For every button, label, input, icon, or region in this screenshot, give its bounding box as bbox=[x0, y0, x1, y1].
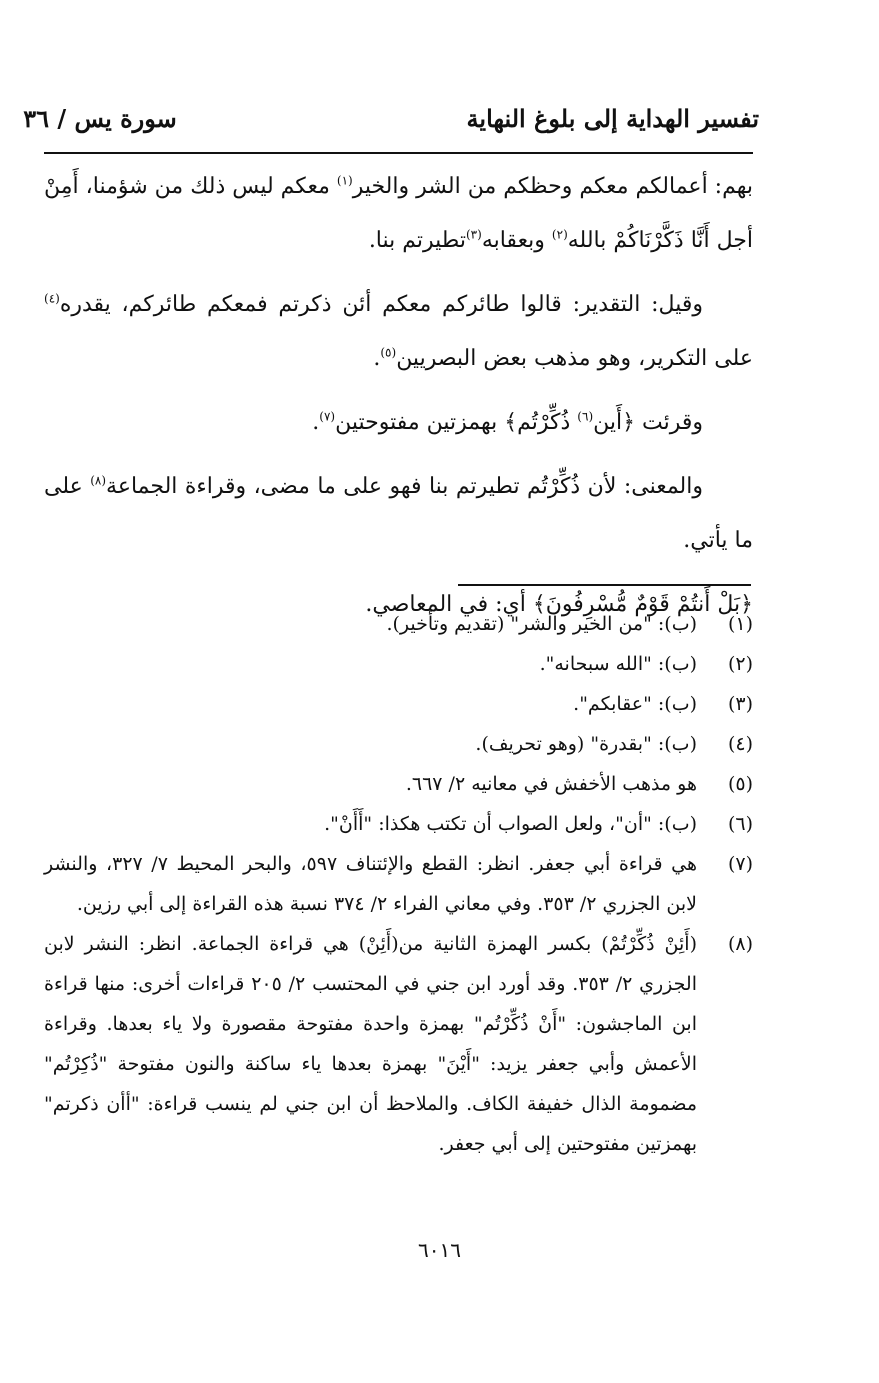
paragraph-text: وبعقابه bbox=[481, 228, 552, 253]
quran-verse-line: ﴿بَلْ أَنتُمْ قَوْمٌ مُّسْرِفُونَ﴾ أي: في المعاصي. bbox=[365, 592, 753, 617]
paragraph-text: تطيرتم بنا. bbox=[368, 228, 466, 253]
paragraph-text: على التكرير، وهو مذهب بعض البصريين bbox=[396, 346, 753, 371]
footnote-number: (٧) bbox=[727, 853, 753, 875]
paragraph-1 bbox=[44, 160, 753, 268]
paragraph-text: ذُكِّرْتُم﴾ بهمزتين مفتوحتين bbox=[335, 410, 578, 435]
footnote-text: (ب): "أن"، ولعل الصواب أن تكتب هكذا: "أَأَنْ". bbox=[324, 813, 697, 835]
footnote-marker-3: (٣) bbox=[465, 227, 482, 242]
paragraph-text: والمعنى: لأن ذُكِّرْتُم تطيرتم بنا فهو على ما مضى، وقراءة الجماعة bbox=[106, 474, 704, 499]
footnote-marker-7: (٧) bbox=[319, 409, 336, 424]
paragraph-text: على ما يأتي. bbox=[44, 474, 753, 553]
footnote-marker-5: (٥) bbox=[380, 345, 397, 360]
running-header-surah: سورة يس / ٣٦ bbox=[23, 104, 177, 133]
main-text bbox=[44, 160, 753, 642]
footnote-number: (١) bbox=[727, 613, 753, 635]
footnote-marker-6: (٦) bbox=[577, 409, 594, 424]
footnote-1 bbox=[44, 604, 753, 644]
footnote-text: (ب): "من الخير والشر" (تقديم وتأخير). bbox=[386, 613, 697, 635]
footnote-number: (٥) bbox=[727, 773, 753, 795]
footnote-text: هو مذهب الأخفش في معانيه ٢/ ٦٦٧. bbox=[405, 773, 697, 795]
running-header-book-title: تفسير الهداية إلى بلوغ النهاية bbox=[466, 104, 759, 133]
page-number: ٦٠١٦ bbox=[418, 1238, 461, 1262]
footnote-divider bbox=[458, 584, 751, 586]
paragraph-text: بهم: أعمالكم معكم وحظكم من الشر والخير bbox=[352, 174, 753, 199]
paragraph-2 bbox=[44, 278, 753, 386]
header-divider bbox=[44, 152, 753, 154]
footnote-3 bbox=[44, 684, 753, 724]
footnote-number: (٦) bbox=[727, 813, 753, 835]
paragraph-text: . bbox=[312, 410, 320, 435]
footnotes-section bbox=[44, 604, 753, 1164]
paragraph-3 bbox=[44, 396, 753, 450]
footnote-2 bbox=[44, 644, 753, 684]
footnote-4 bbox=[44, 724, 753, 764]
footnote-7 bbox=[44, 844, 753, 924]
footnote-8 bbox=[44, 924, 753, 1164]
footnote-number: (٨) bbox=[727, 933, 753, 955]
footnote-5 bbox=[44, 764, 753, 804]
footnote-number: (٤) bbox=[727, 733, 753, 755]
footnote-text: هي قراءة أبي جعفر. انظر: القطع والإئتناف ٥٩٧، والبحر المحيط ٧/ ٣٢٧، والنشر لابن الجزري ٢/ ٣٥٣. وفي معاني الفراء ٢/ ٣٧٤ نسبة هذه القراءة إلى أبي رزين. bbox=[44, 853, 698, 915]
footnote-text: (ب): "الله سبحانه". bbox=[539, 653, 697, 675]
paragraph-4 bbox=[44, 460, 753, 568]
paragraph-text: . bbox=[373, 346, 381, 371]
footnote-6 bbox=[44, 804, 753, 844]
footnote-marker-1: (١) bbox=[336, 173, 353, 188]
footnote-marker-8: (٨) bbox=[90, 473, 107, 488]
footnote-number: (٢) bbox=[727, 653, 753, 675]
footnote-marker-2: (٢) bbox=[551, 227, 568, 242]
paragraph-text: وقيل: التقدير: قالوا طائركم معكم أئن ذكرتم فمعكم طائركم، يقدره bbox=[59, 292, 703, 317]
footnote-text: (ب): "عقابكم". bbox=[573, 693, 697, 715]
footnote-marker-4: (٤) bbox=[44, 291, 60, 306]
footnote-text: (ب): "بقدرة" (وهو تحريف). bbox=[475, 733, 697, 755]
footnote-number: (٣) bbox=[727, 693, 753, 715]
paragraph-text: معكم ليس ذلك من شؤمنا، أَمِنْ أجل أَنَّا ذَكَّرْنَاكُمْ بالله bbox=[44, 174, 753, 253]
paragraph-text: وقرئت ﴿أَين bbox=[593, 410, 703, 435]
footnote-text: (أَئِنْ ذُكِّرْتُمْ) بكسر الهمزة الثانية من(أَئِنْ) هي قراءة الجماعة. انظر: النشر لابن الجزري ٢/ ٣٥٣. وقد أورد ابن جني في المحتسب ٢/ ٢٠٥ قراءات أخرى: منها قراءة ابن الماجشون: "أَنْ ذُكِّرْتُم" بهمزة واحدة مفتوحة مقصورة ولا ياء بعدها. وقراءة الأعمش وأبي جعفر يزيد: "أَيْنَ" بهمزة بعدها ياء ساكنة والنون مفتوحة "ذُكِرْتُم" مضمومة الذال خفيفة الكاف. والملاحظ أن ابن جني لم ينسب قراءة: "أأن ذكرتم" بهمزتين مفتوحتين إلى أبي جعفر. bbox=[44, 933, 697, 1155]
